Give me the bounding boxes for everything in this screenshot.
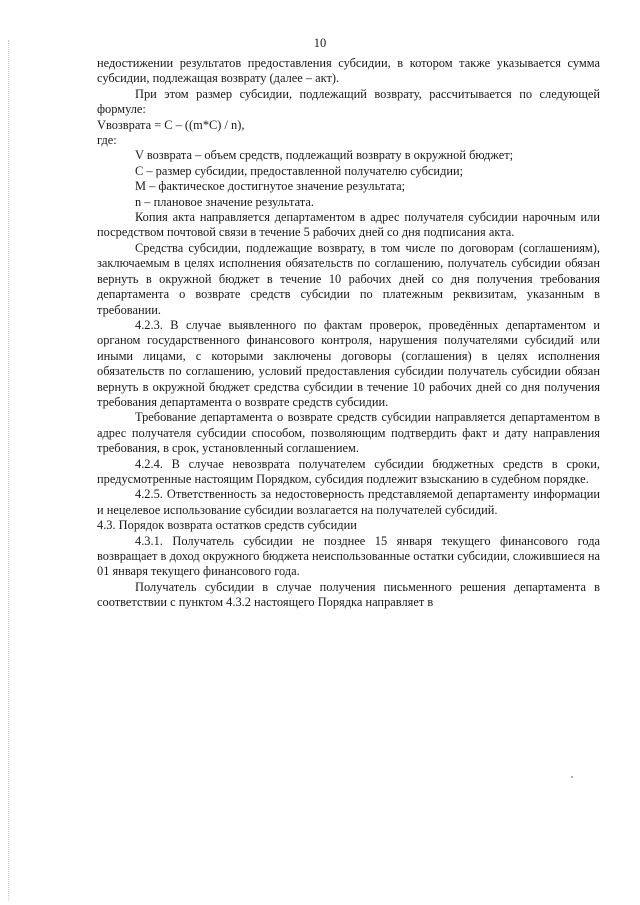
paragraph-requirement: Требование департамента о возврате средств субсидии направляется департаментом в адрес получателя субсидии способом, позволяющим подтвердить факт и дату направления требования, в срок, установленный соглашением. xyxy=(97,410,600,456)
paragraph-4-2-3: 4.2.3. В случае выявленного по фактам проверок, проведённых департаментом и органом государственного финансового контроля, нарушения получателями субсидий или иными лицами, с которыми заключены договоры (соглашения) в целях исполнения обязательств по соглашению, условий предоставления субсидии получатель субсидии обязан вернуть в окружной бюджет средства субсидии в течение 10 рабочих дней со дня получения требования департамента о возврате средств субсидии. xyxy=(97,317,600,409)
scan-speck xyxy=(571,776,573,778)
definition-v: V возврата – объем средств, подлежащий возврату в окружной бюджет; xyxy=(135,148,514,163)
paragraph-4-2-4: 4.2.4. В случае невозврата получателем субсидии бюджетных средств в сроки, предусмотренные настоящим Порядком, субсидия подлежит взысканию в судебном порядке. xyxy=(97,456,600,486)
definition-c: С – размер субсидии, предоставленной получателю субсидии; xyxy=(135,163,464,178)
paragraph-act-copy: Копия акта направляется департаментом в адрес получателя субсидии нарочным или посредством почтовой связи в течение 5 рабочих дней со дня подписания акта. xyxy=(97,210,600,240)
definition-n: n – плановое значение результата. xyxy=(135,194,314,209)
paragraph-formula-intro: При этом размер субсидии, подлежащий возврату, рассчитывается по следующей формуле: xyxy=(97,86,600,117)
paragraph-4-2-5: 4.2.5. Ответственность за недостоверность представляемой департаменту информации и нецелевое использование субсидии возлагается на получателей субсидий. xyxy=(97,487,600,517)
page-number: 10 xyxy=(313,36,327,50)
definition-m: М – фактическое достигнутое значение результата; xyxy=(135,179,406,194)
section-heading: 4.3. Порядок возврата остатков средств субсидии xyxy=(97,518,357,533)
paragraph-continuation: недостижении результатов предоставления субсидии, в котором также указывается сумма субсидии, подлежащая возврату (далее – акт). xyxy=(97,56,600,86)
paragraph-funds-return: Средства субсидии, подлежащие возврату, в том числе по договорам (соглашениям), заключаемым в целях исполнения обязательств по соглашению, получатель субсидии обязан вернуть в окружной бюджет в течение 10 рабочих дней со дня получения требования департамента о возврате средств субсидии по платежным реквизитам, указанным в требовании. xyxy=(97,240,600,317)
document-body xyxy=(97,56,600,611)
scan-edge-line xyxy=(8,40,9,900)
where-label: где: xyxy=(97,133,117,148)
paragraph-4-3-1: 4.3.1. Получатель субсидии не позднее 15 января текущего финансового года возвращает в доход окружного бюджета неиспользованные остатки субсидии, сложившиеся на 01 января текущего финансового года. xyxy=(97,533,600,579)
paragraph-written-decision: Получатель субсидии в случае получения письменного решения департамента в соответствии с пунктом 4.3.2 настоящего Порядка направляет в xyxy=(97,579,600,610)
formula: Vвозврата = C – ((m*C) / n), xyxy=(97,117,245,132)
